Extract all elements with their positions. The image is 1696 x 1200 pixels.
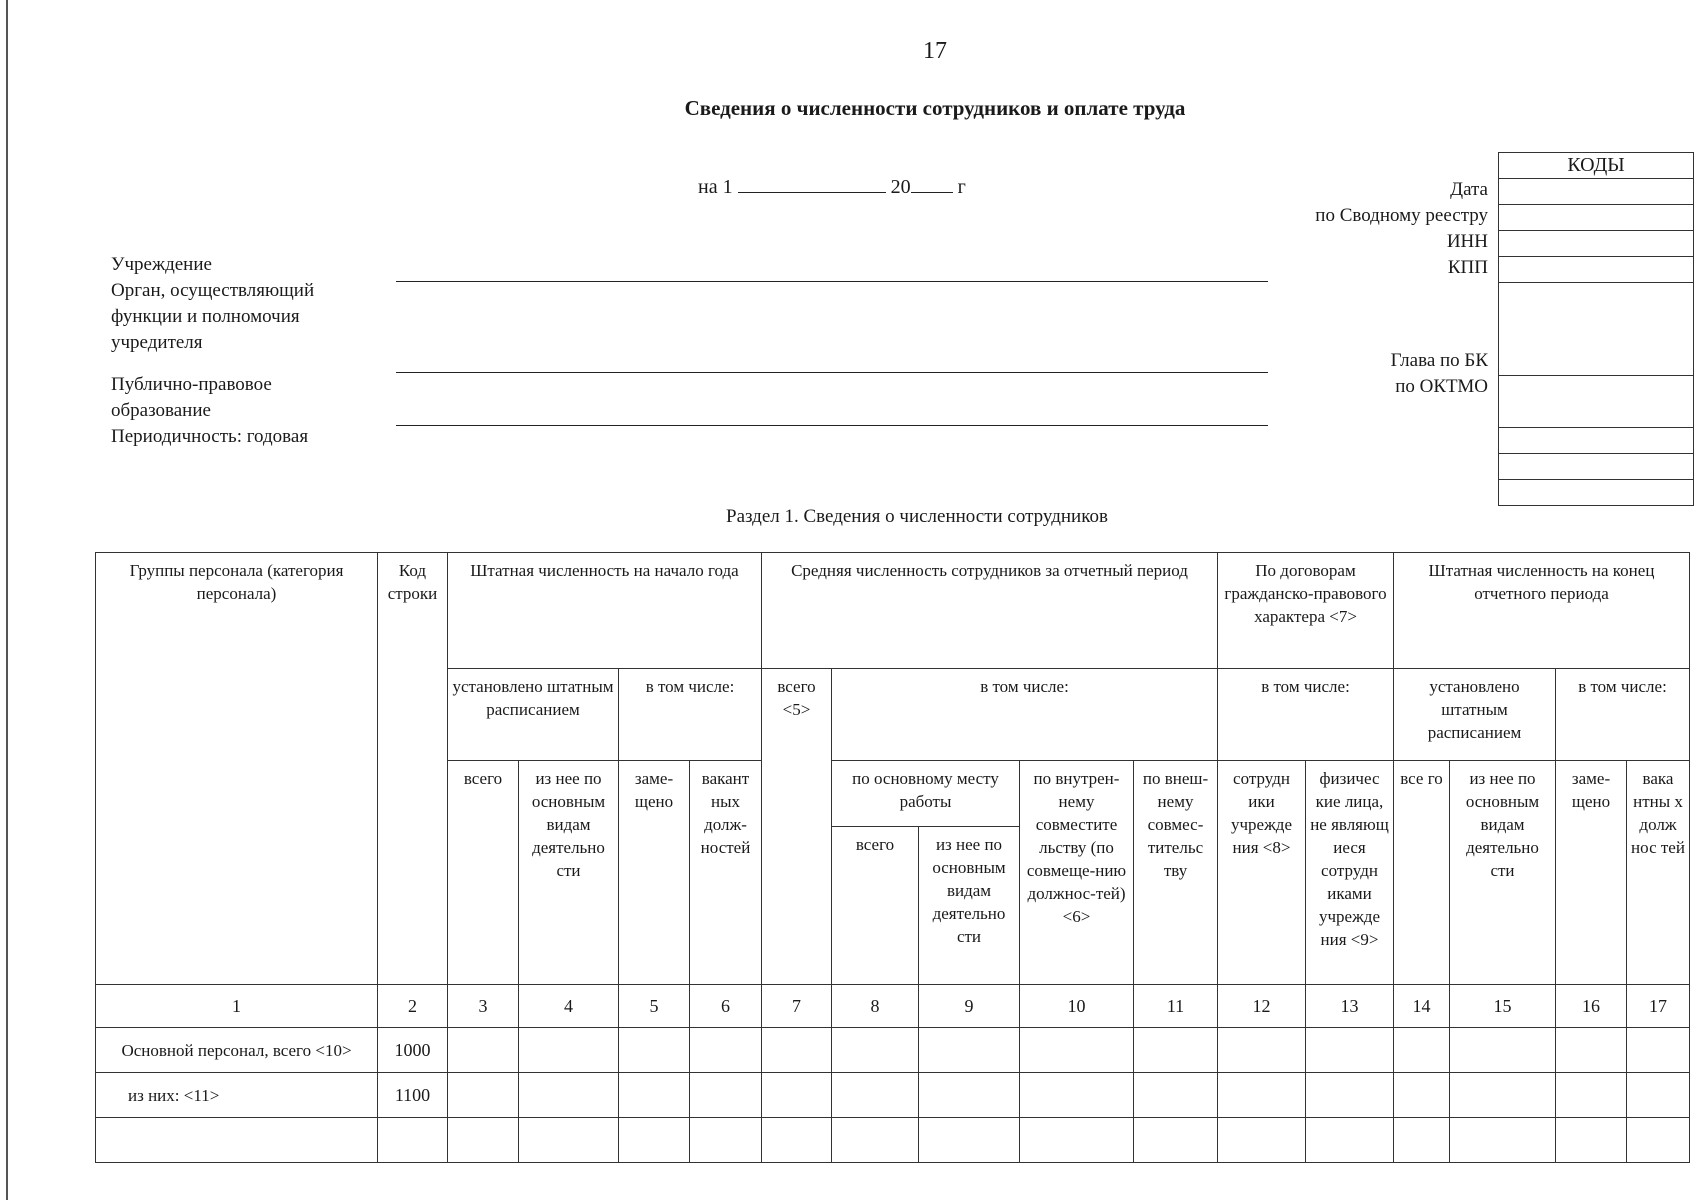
data-cell[interactable] xyxy=(1306,1073,1394,1118)
public-entity-label-line1: Публично-правовое xyxy=(111,374,272,395)
header-external-parttime: по внеш-нему совмес-тительс тву xyxy=(1134,761,1218,985)
data-cell[interactable] xyxy=(448,1028,519,1073)
data-cell[interactable] xyxy=(1556,1118,1627,1163)
header-main-activity-end: из нее по основным видам деятельно сти xyxy=(1450,761,1556,985)
page-number: 17 xyxy=(923,38,947,64)
founder-label-line1: Орган, осуществляющий xyxy=(111,280,315,301)
date-suffix: г xyxy=(957,176,966,198)
row-code[interactable] xyxy=(378,1118,448,1163)
founder-label-line2: функции и полномочия xyxy=(111,306,300,327)
row-code: 1100 xyxy=(378,1073,448,1118)
header-average: Средняя численность сотрудников за отчетный период xyxy=(762,553,1218,669)
data-cell[interactable] xyxy=(1134,1073,1218,1118)
form-title: Сведения о численности сотрудников и оплате труда xyxy=(684,96,1186,120)
header-filled-end: заме-щено xyxy=(1556,761,1627,985)
header-groups: Группы персонала (категория персонала) xyxy=(96,553,378,985)
chapter-bk-code-label: Глава по БК xyxy=(1390,350,1488,371)
data-cell[interactable] xyxy=(448,1118,519,1163)
date-prefix: на 1 xyxy=(698,176,733,198)
header-end-period: Штатная численность на конец отчетного периода xyxy=(1394,553,1690,669)
header-internal-parttime: по внутрен-нему совместите льству (по совмеще-нию должнос-тей) <6> xyxy=(1020,761,1134,985)
data-cell[interactable] xyxy=(762,1118,832,1163)
registry-code-label: по Сводному реестру xyxy=(1315,205,1488,226)
code-inn-cell[interactable] xyxy=(1499,230,1693,256)
col-num: 11 xyxy=(1134,985,1218,1028)
codes-header: КОДЫ xyxy=(1567,154,1625,176)
staff-count-table xyxy=(95,552,1690,1163)
data-cell[interactable] xyxy=(519,1118,619,1163)
column-number-row xyxy=(96,985,1690,1028)
data-cell[interactable] xyxy=(1218,1073,1306,1118)
col-num: 10 xyxy=(1020,985,1134,1028)
oktmo-code-label: по ОКТМО xyxy=(1395,376,1488,397)
code-chapter-bk-cell[interactable] xyxy=(1499,375,1693,427)
data-cell[interactable] xyxy=(1627,1073,1690,1118)
header-including-civil: в том числе: xyxy=(1218,669,1394,761)
row-label: из них: <11> xyxy=(96,1073,378,1118)
data-cell[interactable] xyxy=(1450,1118,1556,1163)
data-cell[interactable] xyxy=(832,1073,919,1118)
data-cell[interactable] xyxy=(832,1028,919,1073)
data-cell[interactable] xyxy=(762,1028,832,1073)
table-row xyxy=(96,1118,1690,1163)
header-total-end: все го xyxy=(1394,761,1450,985)
data-cell[interactable] xyxy=(1020,1118,1134,1163)
institution-label: Учреждение xyxy=(111,254,212,275)
header-total-start: всего xyxy=(448,761,519,985)
data-cell[interactable] xyxy=(619,1073,690,1118)
col-num: 17 xyxy=(1627,985,1690,1028)
periodicity-label: Периодичность: годовая xyxy=(111,426,309,447)
header-including-average: в том числе: xyxy=(832,669,1218,761)
table-row xyxy=(96,1073,1690,1118)
data-cell[interactable] xyxy=(1556,1073,1627,1118)
data-cell[interactable] xyxy=(1218,1028,1306,1073)
data-cell[interactable] xyxy=(919,1118,1020,1163)
code-kpp-cell[interactable] xyxy=(1499,256,1693,282)
founder-field[interactable] xyxy=(396,372,1268,373)
data-cell[interactable] xyxy=(919,1028,1020,1073)
data-cell[interactable] xyxy=(619,1118,690,1163)
data-cell[interactable] xyxy=(1306,1028,1394,1073)
data-cell[interactable] xyxy=(1394,1118,1450,1163)
header-main-activity-start: из нее по основным видам деятельно сти xyxy=(519,761,619,985)
header-vacant-start: вакант ных долж-ностей xyxy=(690,761,762,985)
data-cell[interactable] xyxy=(1627,1118,1690,1163)
col-num: 2 xyxy=(378,985,448,1028)
row-code: 1000 xyxy=(378,1028,448,1073)
data-cell[interactable] xyxy=(919,1073,1020,1118)
col-num: 7 xyxy=(762,985,832,1028)
header-average-total: всего <5> xyxy=(762,669,832,985)
header-start-year: Штатная численность на начало года xyxy=(448,553,762,669)
founder-label-line3: учредителя xyxy=(111,332,203,353)
data-cell[interactable] xyxy=(1394,1073,1450,1118)
data-cell[interactable] xyxy=(690,1118,762,1163)
code-date-cell[interactable] xyxy=(1499,178,1693,204)
data-cell[interactable] xyxy=(832,1118,919,1163)
date-year-field[interactable] xyxy=(911,174,953,193)
data-cell[interactable] xyxy=(1306,1118,1394,1163)
col-num: 5 xyxy=(619,985,690,1028)
header-main-place: по основному месту работы xyxy=(832,761,1020,827)
col-num: 4 xyxy=(519,985,619,1028)
header-established-end: установлено штатным расписанием xyxy=(1394,669,1556,761)
data-cell[interactable] xyxy=(690,1073,762,1118)
col-num: 8 xyxy=(832,985,919,1028)
data-cell[interactable] xyxy=(1450,1073,1556,1118)
code-extra-cell-1[interactable] xyxy=(1499,453,1693,479)
section-title: Раздел 1. Сведения о численности сотрудников xyxy=(726,506,1108,527)
public-entity-field[interactable] xyxy=(396,425,1268,426)
header-main-place-total: всего xyxy=(832,827,919,985)
table-row xyxy=(96,1028,1690,1073)
data-cell[interactable] xyxy=(690,1028,762,1073)
data-cell[interactable] xyxy=(1450,1028,1556,1073)
header-filled-start: заме-щено xyxy=(619,761,690,985)
code-founder-cell[interactable] xyxy=(1499,282,1693,375)
data-cell[interactable] xyxy=(519,1028,619,1073)
row-label: Основной персонал, всего <10> xyxy=(96,1028,378,1073)
col-num: 12 xyxy=(1218,985,1306,1028)
data-cell[interactable] xyxy=(762,1073,832,1118)
code-registry-cell[interactable] xyxy=(1499,204,1693,230)
code-extra-cell-2[interactable] xyxy=(1499,479,1693,505)
col-num: 9 xyxy=(919,985,1020,1028)
col-num: 1 xyxy=(96,985,378,1028)
header-including-end: в том числе: xyxy=(1556,669,1690,761)
header-established-start: установлено штатным расписанием xyxy=(448,669,619,761)
header-non-employees: физичес кие лица, не являющ иеся сотрудн иками учрежде ния <9> xyxy=(1306,761,1394,985)
header-vacant-end: вака нтны х долж нос тей xyxy=(1627,761,1690,985)
data-cell[interactable] xyxy=(619,1028,690,1073)
codes-box xyxy=(1498,152,1694,506)
public-entity-label-line2: образование xyxy=(111,400,211,421)
data-cell[interactable] xyxy=(1556,1028,1627,1073)
kpp-code-label: КПП xyxy=(1447,257,1488,278)
data-cell[interactable] xyxy=(1134,1028,1218,1073)
col-num: 16 xyxy=(1556,985,1627,1028)
institution-field[interactable] xyxy=(396,281,1268,282)
date-code-label: Дата xyxy=(1450,179,1488,200)
date-year-prefix: 20 xyxy=(890,176,911,198)
row-label[interactable] xyxy=(96,1118,378,1163)
data-cell[interactable] xyxy=(1020,1073,1134,1118)
inn-code-label: ИНН xyxy=(1446,231,1488,252)
report-date-line xyxy=(698,174,966,199)
col-num: 14 xyxy=(1394,985,1450,1028)
col-num: 13 xyxy=(1306,985,1394,1028)
col-num: 6 xyxy=(690,985,762,1028)
data-cell[interactable] xyxy=(1218,1118,1306,1163)
col-num: 15 xyxy=(1450,985,1556,1028)
data-cell[interactable] xyxy=(1134,1118,1218,1163)
header-institution-employees: сотрудн ики учрежде ния <8> xyxy=(1218,761,1306,985)
data-cell[interactable] xyxy=(519,1073,619,1118)
page-edge-line xyxy=(6,0,8,1200)
header-including-start: в том числе: xyxy=(619,669,762,761)
data-cell[interactable] xyxy=(448,1073,519,1118)
header-main-place-main-activity: из нее по основным видам деятельно сти xyxy=(919,827,1020,985)
header-code: Код строки xyxy=(378,553,448,985)
data-cell[interactable] xyxy=(1394,1028,1450,1073)
date-day-month-field[interactable] xyxy=(738,174,886,193)
code-oktmo-cell[interactable] xyxy=(1499,427,1693,453)
data-cell[interactable] xyxy=(1020,1028,1134,1073)
col-num: 3 xyxy=(448,985,519,1028)
header-civil-contracts: По договорам гражданско-правового характера <7> xyxy=(1218,553,1394,669)
data-cell[interactable] xyxy=(1627,1028,1690,1073)
